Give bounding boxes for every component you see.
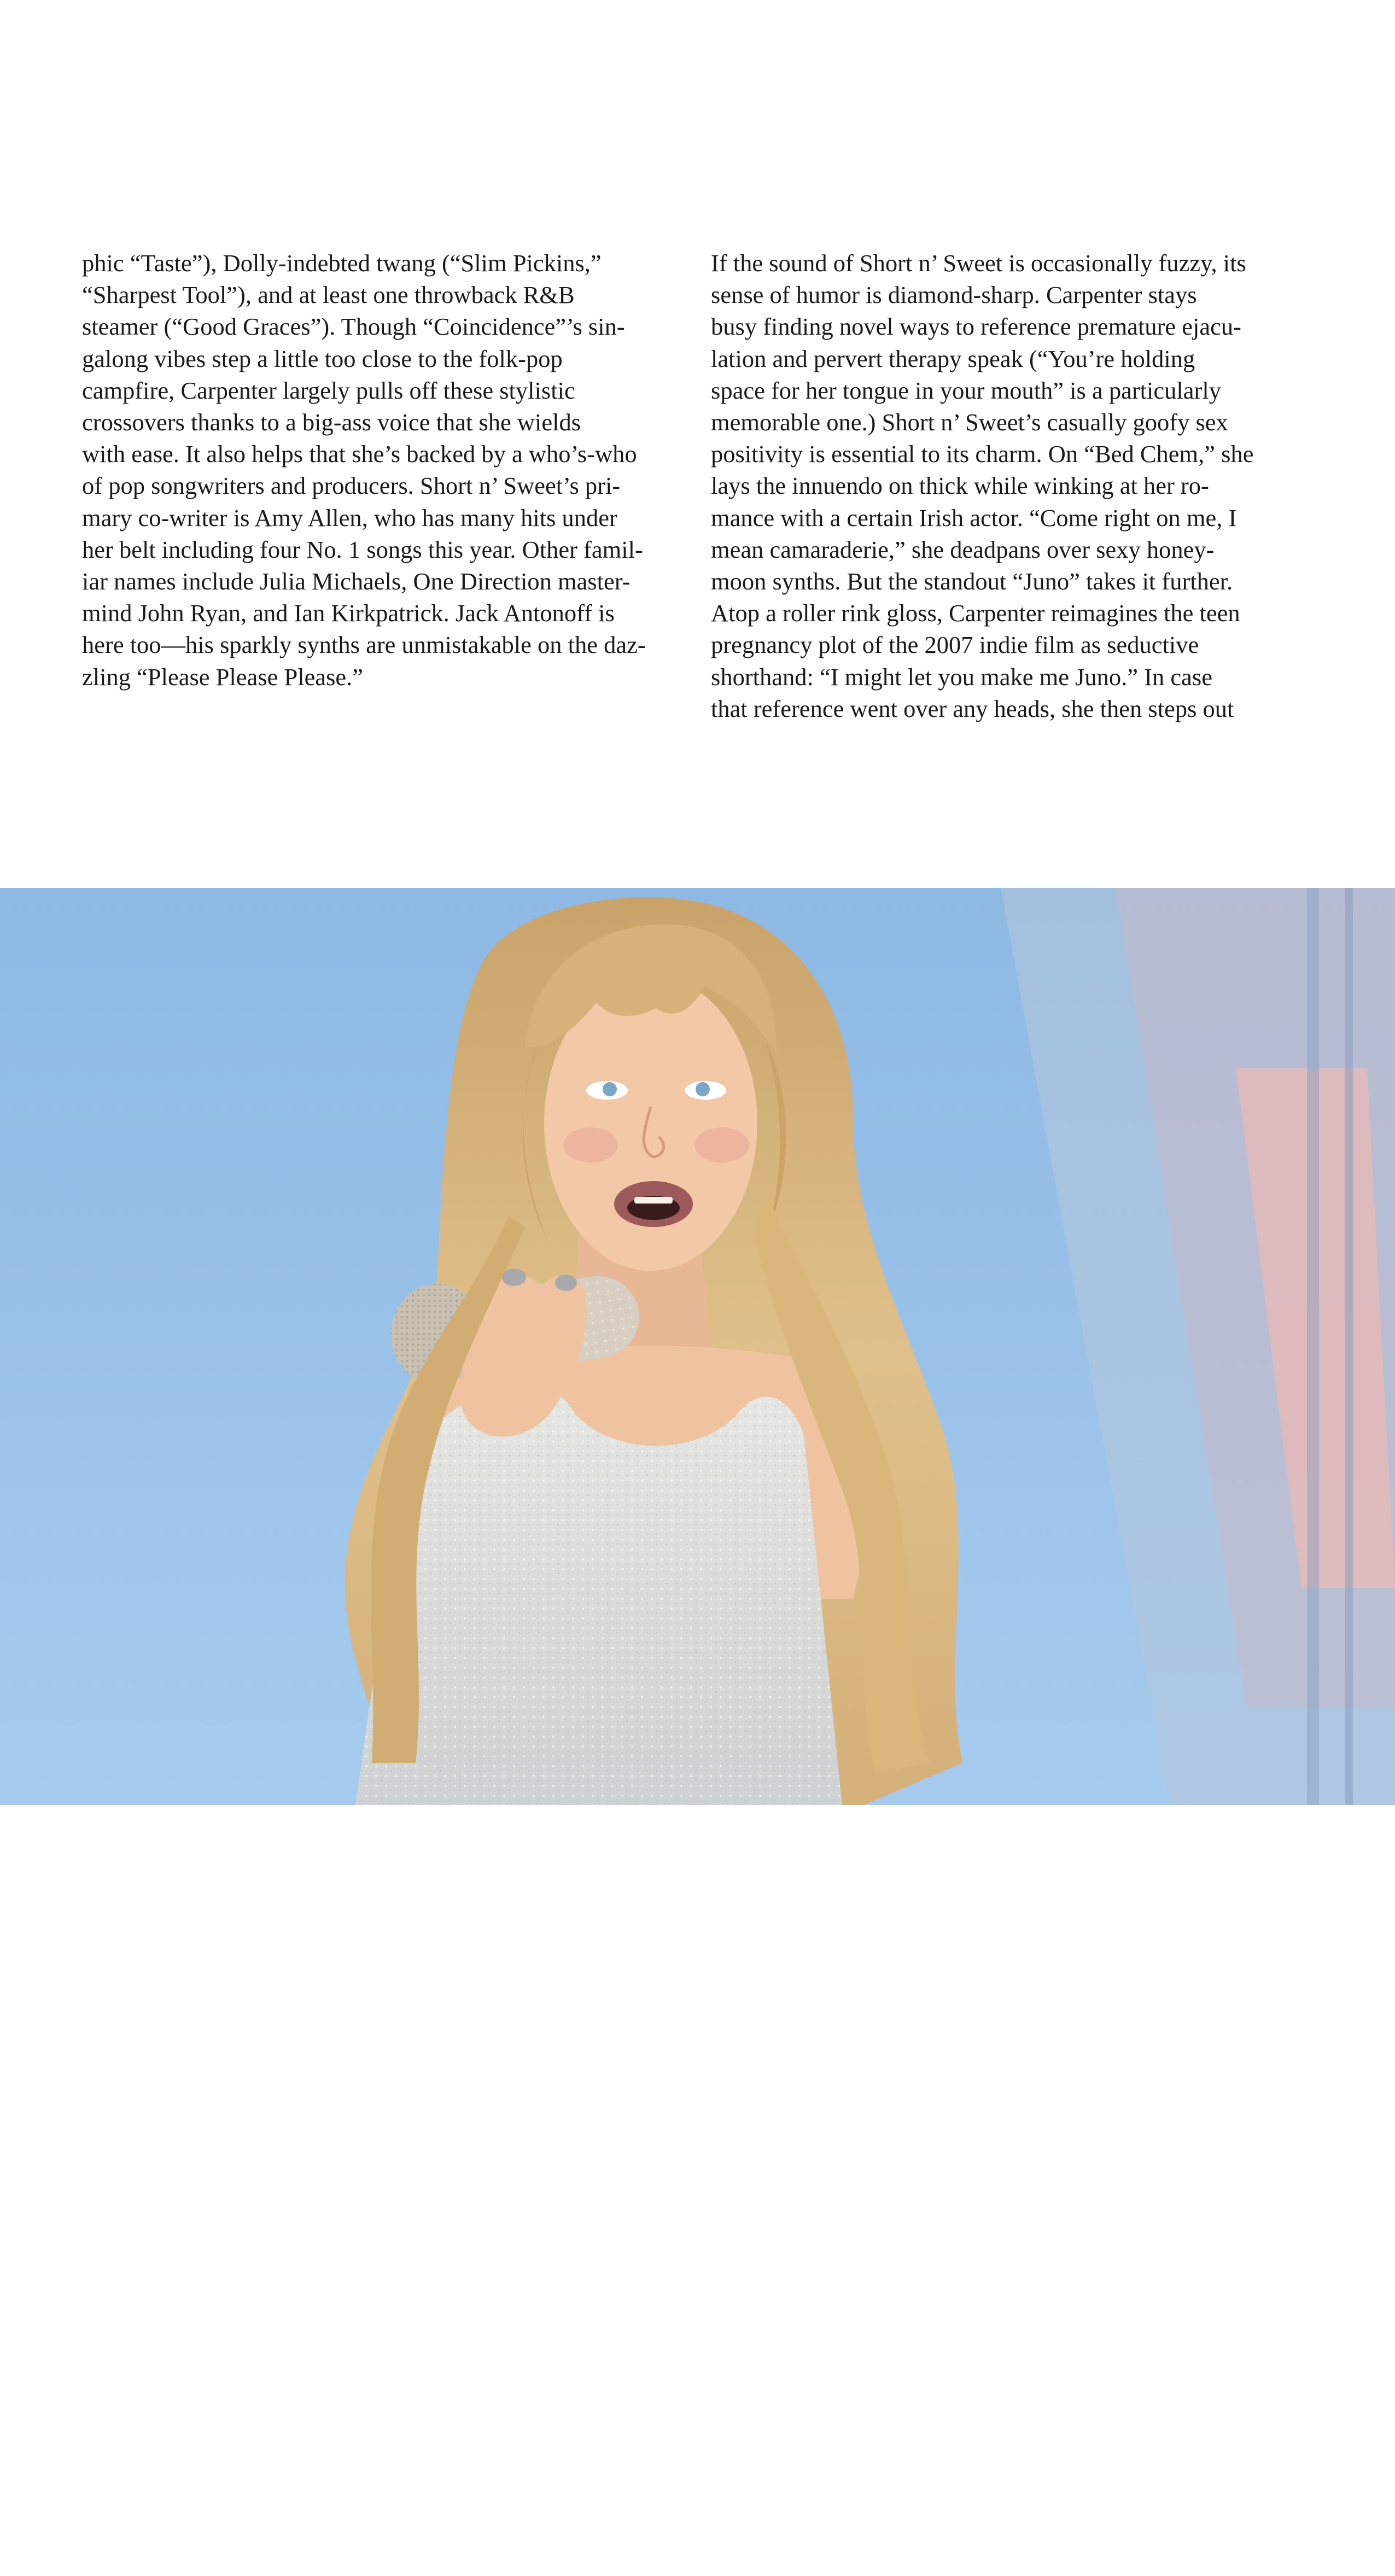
text-line: “Sharpest Tool”), and at least one throwback R&B bbox=[82, 281, 575, 309]
text-line: that reference went over any heads, she then steps out bbox=[711, 694, 1234, 722]
text-line: If the sound of Short n’ Sweet is occasionally fuzzy, its bbox=[711, 249, 1246, 277]
fingernail bbox=[555, 1275, 577, 1291]
article-column-right bbox=[711, 247, 1315, 725]
fingernail bbox=[502, 1269, 526, 1286]
text-line: her belt including four No. 1 songs this year. Other famil- bbox=[82, 535, 643, 563]
text-line: Atop a roller rink gloss, Carpenter reimagines the teen bbox=[711, 599, 1240, 627]
text-line: positivity is essential to its charm. On “Bed Chem,” she bbox=[711, 440, 1254, 468]
text-line: steamer (“Good Graces”). Though “Coincidence”’s sin- bbox=[82, 313, 625, 341]
text-line: of pop songwriters and producers. Short n’ Sweet’s pri- bbox=[82, 472, 621, 500]
text-line: lays the innuendo on thick while winking at her ro- bbox=[711, 472, 1209, 500]
text-line: mary co-writer is Amy Allen, who has many hits under bbox=[82, 504, 617, 531]
text-line: busy finding novel ways to reference premature ejacu- bbox=[711, 313, 1241, 341]
text-line: moon synths. But the standout “Juno” takes it further. bbox=[711, 568, 1233, 595]
text-line: iar names include Julia Michaels, One Direction master- bbox=[82, 568, 631, 595]
text-line: crossovers thanks to a big-ass voice that she wields bbox=[82, 408, 581, 436]
eye-right-iris bbox=[696, 1082, 710, 1096]
text-line: galong vibes step a little too close to the folk-pop bbox=[82, 344, 563, 372]
eye-left-iris bbox=[603, 1082, 617, 1096]
text-line: sense of humor is diamond-sharp. Carpenter stays bbox=[711, 281, 1197, 309]
text-line: mean camaraderie,” she deadpans over sexy honey- bbox=[711, 535, 1215, 563]
cheek-left bbox=[563, 1128, 618, 1163]
text-line: with ease. It also helps that she’s backed by a who’s-who bbox=[82, 440, 637, 468]
cheek-right bbox=[694, 1128, 749, 1163]
text-line: memorable one.) Short n’ Sweet’s casually goofy sex bbox=[711, 408, 1228, 436]
text-line: here too—his sparkly synths are unmistakable on the daz- bbox=[82, 631, 646, 659]
text-line: mance with a certain Irish actor. “Come right on me, I bbox=[711, 504, 1237, 531]
text-line: space for her tongue in your mouth” is a particularly bbox=[711, 376, 1221, 404]
text-line: zling “Please Please Please.” bbox=[82, 663, 364, 691]
text-line: pregnancy plot of the 2007 indie film as seductive bbox=[711, 631, 1199, 659]
text-line: mind John Ryan, and Ian Kirkpatrick. Jack Antonoff is bbox=[82, 599, 615, 627]
page-number: 7 bbox=[1296, 2538, 1313, 2575]
teeth bbox=[634, 1197, 673, 1204]
text-line: lation and pervert therapy speak (“You’re holding bbox=[711, 344, 1195, 372]
text-line: shorthand: “I might let you make me Juno.” In case bbox=[711, 663, 1212, 691]
singer-photo-illustration bbox=[0, 888, 1395, 1805]
singer-photo bbox=[0, 888, 1395, 2575]
article-column-left bbox=[82, 247, 686, 693]
text-line: phic “Taste”), Dolly-indebted twang (“Slim Pickins,” bbox=[82, 249, 602, 277]
text-line: campfire, Carpenter largely pulls off these stylistic bbox=[82, 376, 575, 404]
